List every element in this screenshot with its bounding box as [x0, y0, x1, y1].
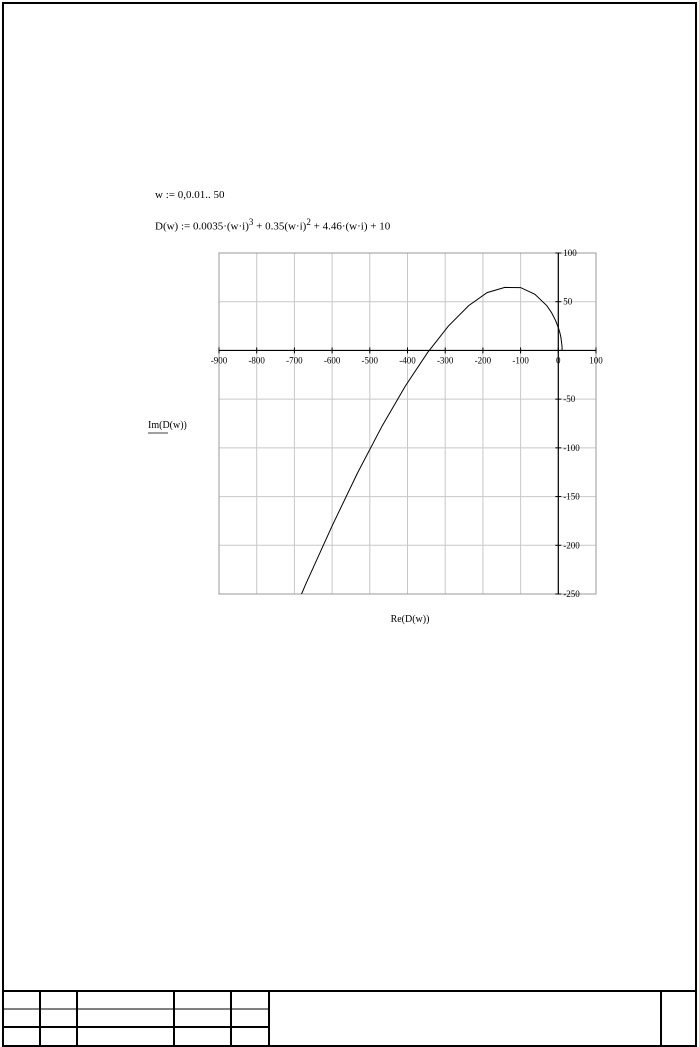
range-variable: w — [155, 189, 163, 201]
y-tick-label: -250 — [563, 589, 580, 599]
x-tick-label: -200 — [474, 355, 492, 366]
function-assign-operator: := — [178, 220, 193, 233]
x-tick-label: -600 — [323, 355, 341, 366]
x-tick-label: -500 — [361, 355, 379, 366]
plus-sign: + — [367, 220, 380, 233]
x-tick-label: -800 — [248, 355, 265, 366]
x-tick-label: 0 — [556, 355, 561, 366]
x-tick-label: -400 — [399, 355, 416, 366]
y-tick-label: -150 — [563, 491, 580, 502]
cubic-term: 0.0035·(w·i) — [192, 220, 249, 233]
y-tick-label: -50 — [563, 394, 576, 405]
quadratic-exponent: 2 — [306, 217, 311, 227]
cubic-exponent: 3 — [248, 217, 254, 227]
function-lhs: D(w) — [155, 220, 179, 233]
y-tick-label: 100 — [563, 248, 577, 258]
x-tick-label: -100 — [512, 355, 529, 366]
constant-term: 10 — [379, 220, 391, 233]
linear-term: 4.46·(w·i) — [322, 220, 368, 233]
plus-sign: + — [310, 220, 323, 233]
range-assign-operator: := — [162, 189, 178, 201]
y-tick-label: -100 — [563, 442, 580, 453]
y-tick-label: -200 — [563, 540, 580, 551]
y-axis-label: Im(D(w)) — [148, 420, 187, 431]
x-tick-label: -700 — [286, 355, 303, 366]
x-tick-label: -300 — [436, 355, 454, 366]
x-axis-label: Re(D(w)) — [390, 614, 430, 625]
plus-sign: + — [253, 220, 266, 233]
y-tick-label: 50 — [563, 296, 573, 307]
x-tick-label: 100 — [589, 355, 603, 366]
quadratic-term: 0.35(w·i) — [265, 220, 307, 233]
x-tick-label: -900 — [210, 355, 228, 366]
range-values: 0,0.01.. 50 — [177, 189, 225, 201]
